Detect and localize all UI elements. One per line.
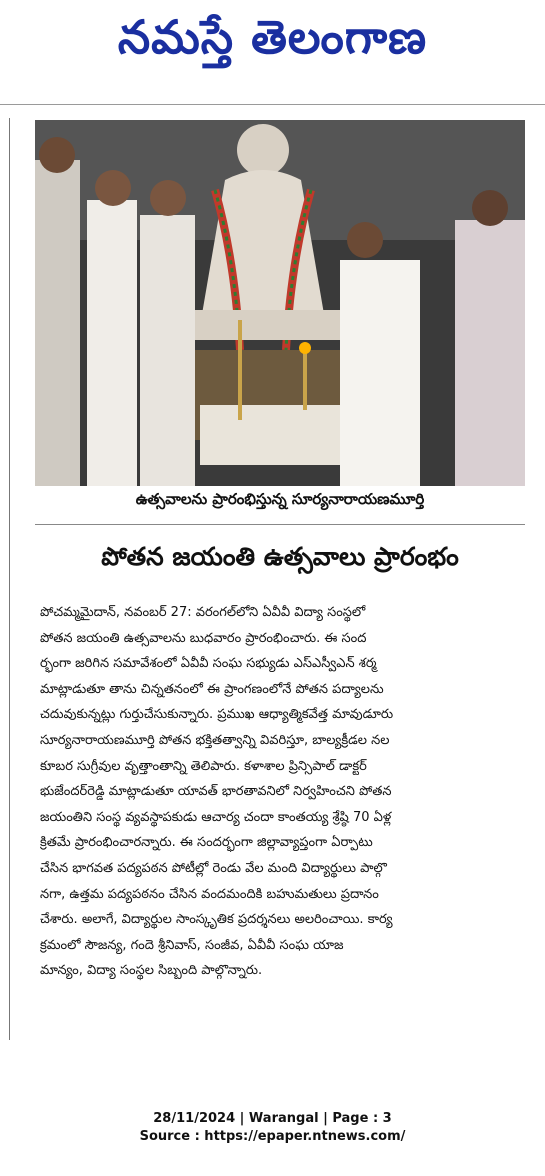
masthead: [0, 0, 545, 86]
body-line: మాన్యం, విద్యా సంస్థల సిబ్బంది పాల్గొన్నారు.: [40, 963, 263, 979]
photo-caption: ఉత్సవాలను ప్రారంభిస్తున్న సూర్యనారాయణమూర్తి: [135, 490, 425, 508]
article-body: [40, 600, 525, 984]
body-line: చేసిన భాగవత పద్యపఠన పోటీల్లో రెండు వేల మంది విద్యార్థులు పాల్గొ: [40, 860, 387, 876]
article-headline: పోతన జయంతి ఉత్సవాలు ప్రారంభం: [101, 542, 459, 571]
body-line: పోచమ్మమైదాన్, నవంబర్ 27: వరంగల్‌లోని ఏవీవీ విద్యా సంస్థలో: [40, 605, 366, 620]
body-line: మాట్లాడుతూ తాను చిన్నతనంలో ఈ ప్రాంగణంలోనే పోతన పద్యాలను: [40, 681, 384, 697]
masthead-rule: [0, 104, 545, 105]
body-line: క్రమంలో సౌజన్య, గందె శ్రీనివాస్, సంజీవ, ఏవీవీ సంఘ యాజ: [40, 937, 344, 953]
body-line: సూర్యనారాయణమూర్తి పోతన భక్తితత్వాన్ని వివరిస్తూ, బాల్యక్రీడల నల: [40, 732, 390, 748]
article-photo: [35, 120, 525, 486]
body-line: ర్భంగా జరిగిన సమావేశంలో ఏవీవీ సంఘ సభ్యుడు ఎస్ఎస్వీఎన్ శర్మ: [40, 656, 377, 672]
body-line: క్రితమే ప్రారంభించారన్నారు. ఈ సందర్భంగా జిల్లావ్యాప్తంగా ఏర్పాటు: [40, 835, 373, 851]
body-line: జయంతిని సంస్థ వ్యవస్థాపకుడు ఆచార్య చందా కాంతయ్య శ్రేష్ఠి 70 ఏళ్ల: [40, 809, 392, 825]
caption-rule: [35, 524, 525, 525]
body-line: చేశారు. అలాగే, విద్యార్థుల సాంస్కృతిక ప్రదర్శనలు అలరించాయి. కార్య: [40, 912, 393, 928]
body-line: కూబర సుగ్రీవుల వృత్తాంతాన్ని తెలిపారు. కళాశాల ప్రిన్సిపాల్ డాక్టర్: [40, 758, 367, 774]
body-line: నగా, ఉత్తమ పద్యపఠనం చేసిన వందమందికి బహుమతులు ప్రదానం: [40, 886, 379, 902]
body-line: చదువుకున్నట్లు గుర్తుచేసుకున్నారు. ప్రముఖ ఆధ్యాత్మికవేత్త మావుడూరు: [40, 707, 394, 723]
page-footer: [0, 1110, 545, 1146]
newspaper-logo: నమస్తే తెలంగాణ: [117, 10, 428, 64]
body-line: భుజేందర్‌రెడ్డి మాట్లాడుతూ యావత్ భారతావనిలో నిర్వహించని పోతన: [40, 784, 392, 800]
footer-date-edition: 28/11/2024 | Warangal | Page : 3: [153, 1111, 392, 1126]
footer-source: Source : https://epaper.ntnews.com/: [139, 1129, 406, 1144]
body-line: పోతన జయంతి ఉత్సవాలను బుధవారం ప్రారంభించారు. ఈ సంద: [40, 630, 367, 646]
